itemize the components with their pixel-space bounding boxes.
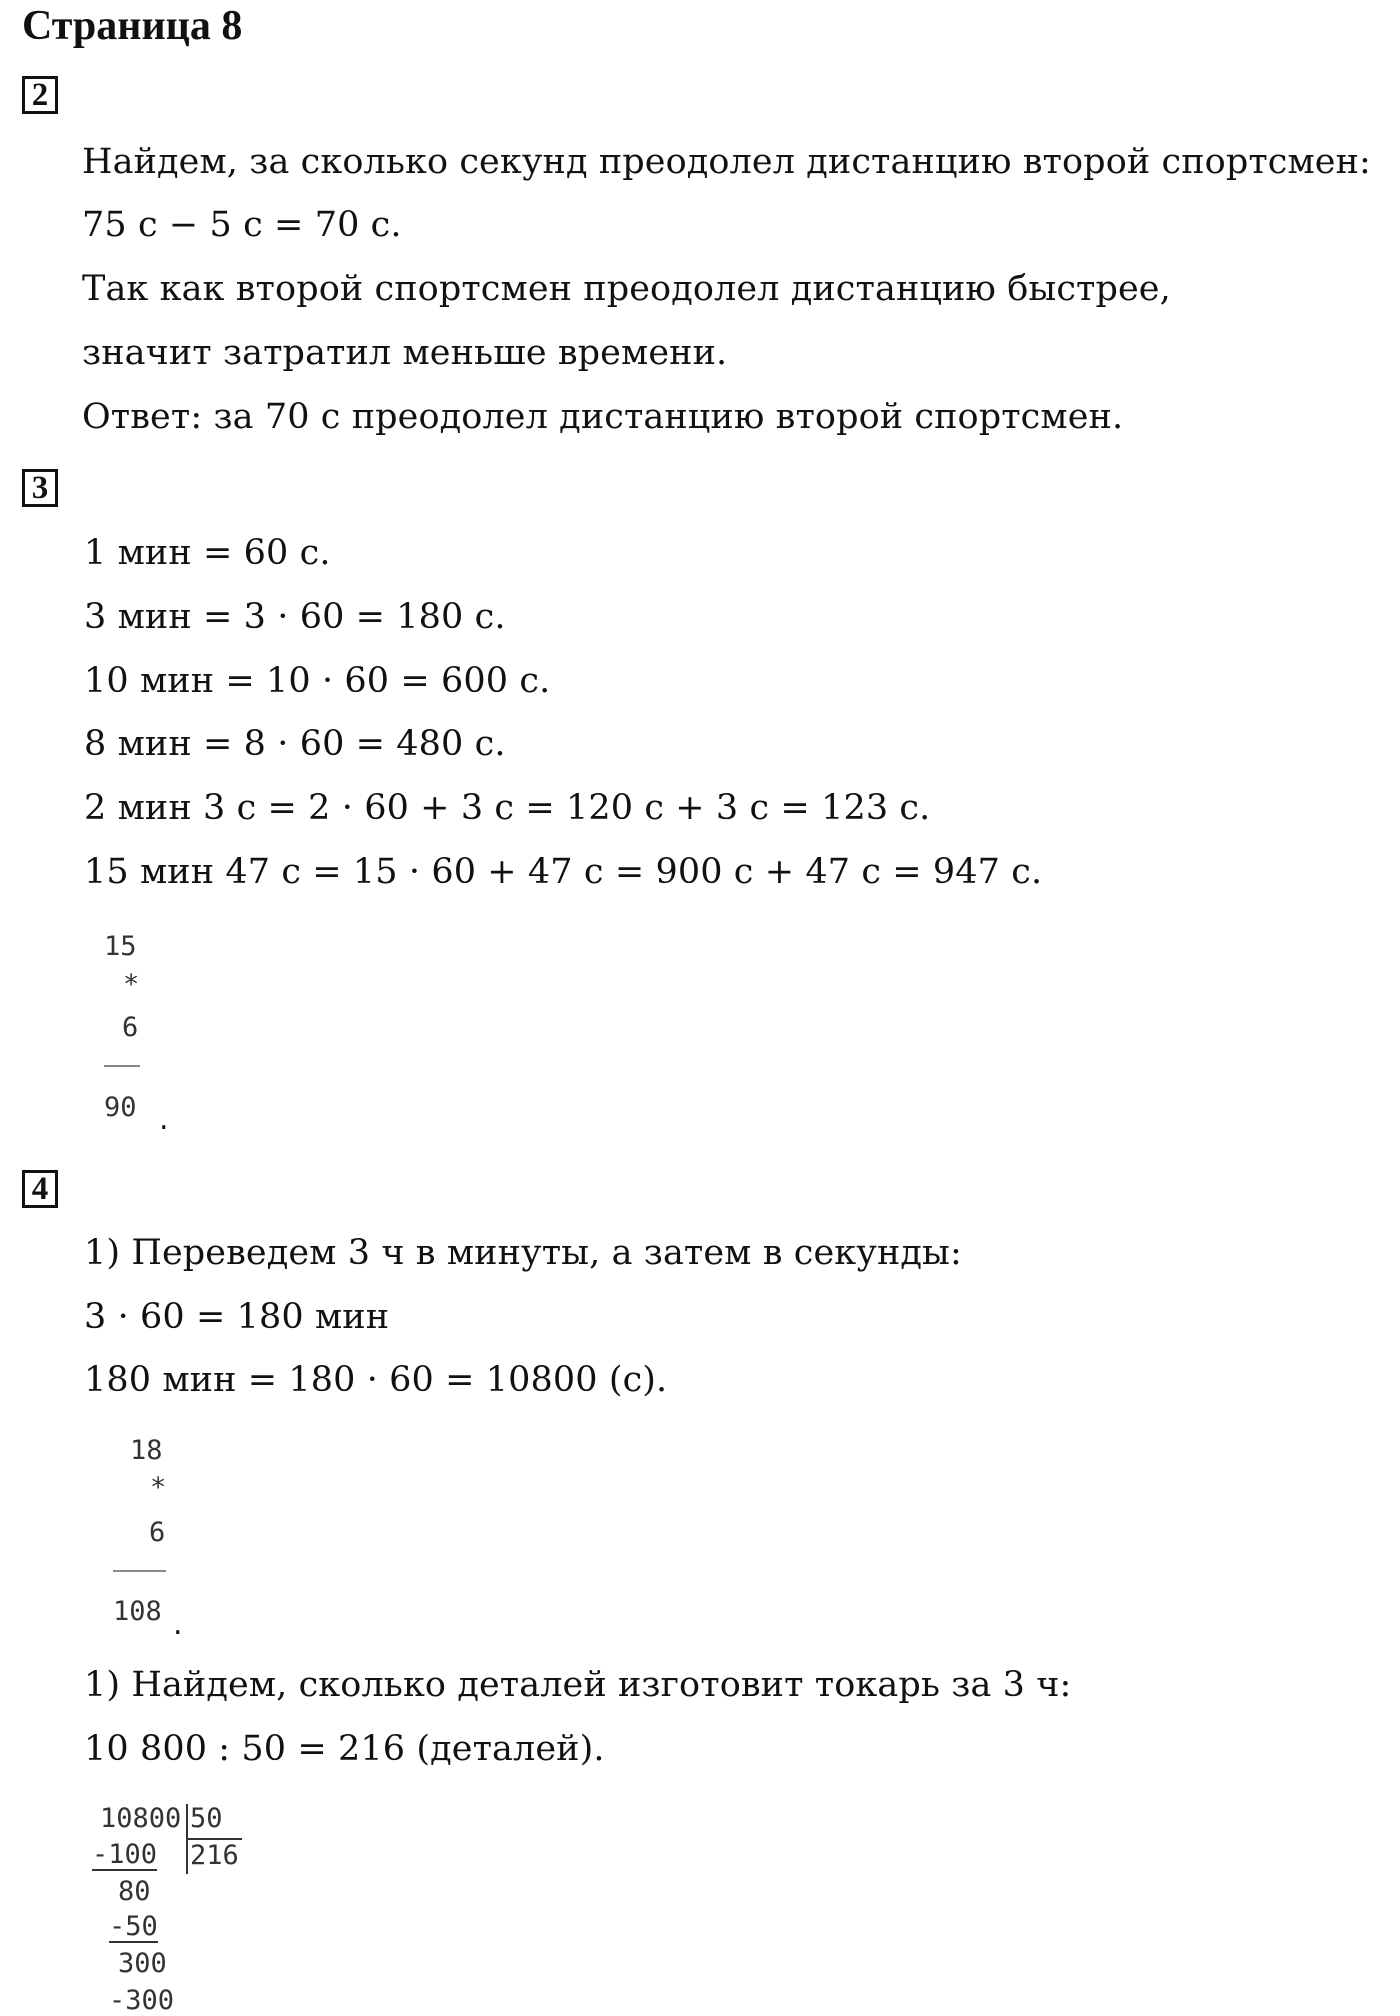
mult-2-end-dot: . [173,1607,183,1642]
task-3-text-line: 15 мин 47 с = 15 · 60 + 47 с = 900 с + 47 с = 947 с. [84,852,1043,892]
division-divisor: 50 [190,1803,223,1834]
task-3-text-line: 10 мин = 10 · 60 = 600 с. [84,661,551,701]
task-3-badge: 3 [22,469,58,507]
task-2-text-line: Так как второй спортсмен преодолел дистанцию быстрее, [82,269,1171,309]
task-2-badge: 2 [22,76,58,114]
division-step: 80 [118,1876,151,1907]
mult-2-rule [113,1570,166,1572]
task-2-text-line: 75 с − 5 с = 70 с. [82,205,402,245]
task-4-badge: 4 [22,1170,58,1208]
mult-1-result: 90 [104,1092,137,1123]
mult-1-bottom: 6 [122,1012,139,1043]
task-4-text-line: 180 мин = 180 · 60 = 10800 (с). [84,1360,668,1400]
mult-2-result: 108 [113,1596,162,1627]
task-3-text-line: 8 мин = 8 · 60 = 480 с. [84,724,506,764]
task-3-text-line: 2 мин 3 с = 2 · 60 + 3 с = 120 с + 3 с = 123 с. [84,788,931,828]
mult-1-top: 15 [104,931,137,962]
task-4-text-line: 10 800 : 50 = 216 (деталей). [84,1729,605,1769]
mult-2-op: * [150,1472,167,1503]
mult-2-top: 18 [130,1435,163,1466]
task-2-text-line: значит затратил меньше времени. [82,333,728,373]
task-3-text-line: 1 мин = 60 с. [84,533,331,573]
mult-1-end-dot: . [159,1102,169,1137]
division-step: -300 [109,1985,175,2016]
division-step: -100 [92,1839,158,1870]
task-4-text-line: 1) Найдем, сколько деталей изготовит токарь за 3 ч: [84,1665,1072,1705]
mult-2-bottom: 6 [149,1517,166,1548]
division-dividend: 10800 [100,1803,182,1834]
task-4-text-line: 1) Переведем 3 ч в минуты, а затем в секунды: [84,1233,962,1273]
mult-1-rule [104,1065,140,1067]
task-2-answer: Ответ: за 70 с преодолел дистанцию второй спортсмен. [82,397,1124,437]
page-title: Страница 8 [22,3,243,49]
division-step: 300 [118,1948,167,1979]
task-3-text-line: 3 мин = 3 · 60 = 180 с. [84,597,506,637]
division-step: -50 [109,1911,158,1942]
task-2-text-line: Найдем, за сколько секунд преодолел дистанцию второй спортсмен: [82,142,1371,182]
division-quotient: 216 [190,1840,239,1871]
mult-1-op: * [123,969,140,1000]
task-4-text-line: 3 · 60 = 180 мин [84,1297,390,1337]
